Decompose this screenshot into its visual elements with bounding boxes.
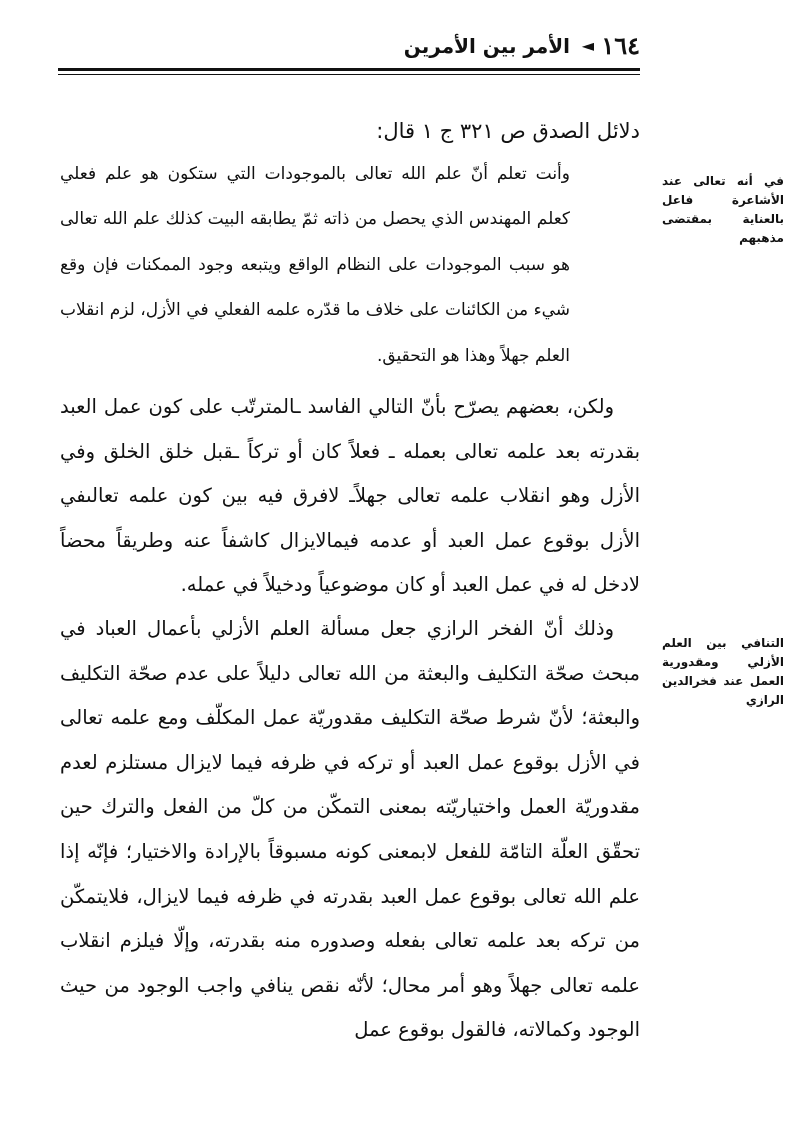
body-paragraph-1: ولكن، بعضهم يصرّح بأنّ التالي الفاسد ـالمترتّب على كون عمل العبد بقدرته بعد علمه تعالى بعمله ـ فعلاً كان أو تركاً ـقبل خلق الخلق وفي الأزل وهو انقلاب علمه تعالى جهلاًـ لافرق فيه بين كون علمه تعالىفي الأزل بوقوع عمل العبد أو عدمه فيمالايزال كاشفاً عنه وطريقاً محضاً لادخل له في عمل العبد أو كان موضوعياً ودخيلاً في عمله. [60,395,640,597]
running-title: الأمر بين الأمرين [403,34,570,58]
margin-note-1: في أنه تعالى عند الأشاعرة فاعل بالعناية بمقتضى مذهبهم [662,174,784,245]
body-paragraph-2: وذلك أنّ الفخر الرازي جعل مسألة العلم الأزلي بأعمال العباد في مبحث صحّة التكليف والبعثة من الله تعالى دليلاً على عدم صحّة التكليف والبعثة؛ لأنّ شرط صحّة التكليف مقدوريّة عمل المكلّف ومع علمه تعالى في الأزل بوقوع عمل العبد أو تركه في ظرفه فيما لايزال مستلزم لعدم مقدوريّة العمل واختياريّته بمعنى التمكّن من كلّ من الفعل والترك حين تحقّق العلّة التامّة للفعل لابمعنى كونه مسبوقاً بالإرادة والاختيار؛ فإنّه إذا علم الله تعالى بوقوع عمل العبد بقدرته في ظرفه فيما لايزال، فلايتمكّن من تركه بعد علمه تعالى بفعله وصدوره منه بقدرته، وإلّا فيلزم انقلاب علمه تعالى جهلاً وهو أمر محال؛ لأنّه نقص ينافي واجب الوجود من حيث الوجود وكمالاته، فالقول بوقوع عمل [60,617,640,1042]
quoted-passage: وأنت تعلم أنّ علم الله تعالى بالموجودات التي ستكون هو علم فعلي كعلم المهندس الذي يحصل من ذاته ثمّ يطابقه البيت كذلك علم الله تعالى هو سبب الموجودات على النظام الواقع ويتبعه وجود الممكنات فإن وقع شيء من الكائنات على خلاف ما قدّره علمه الفعلي في الأزل، لزم انقلاب العلم جهلاً وهذا هو التحقيق. [60,164,570,366]
page-number: ١٦٤ [601,31,640,60]
header-rule-thick [58,68,640,71]
margin-note-2: التنافي بين العلم الأزلي ومقدورية العمل عند فخرالدين الرازي [662,636,784,707]
running-header [60,28,640,64]
citation-line: دلائل الصدق ص ٣٢١ ج ١ قال: [376,119,640,143]
header-rule-thin [58,74,640,75]
arrow-icon: ◄ [581,36,594,55]
